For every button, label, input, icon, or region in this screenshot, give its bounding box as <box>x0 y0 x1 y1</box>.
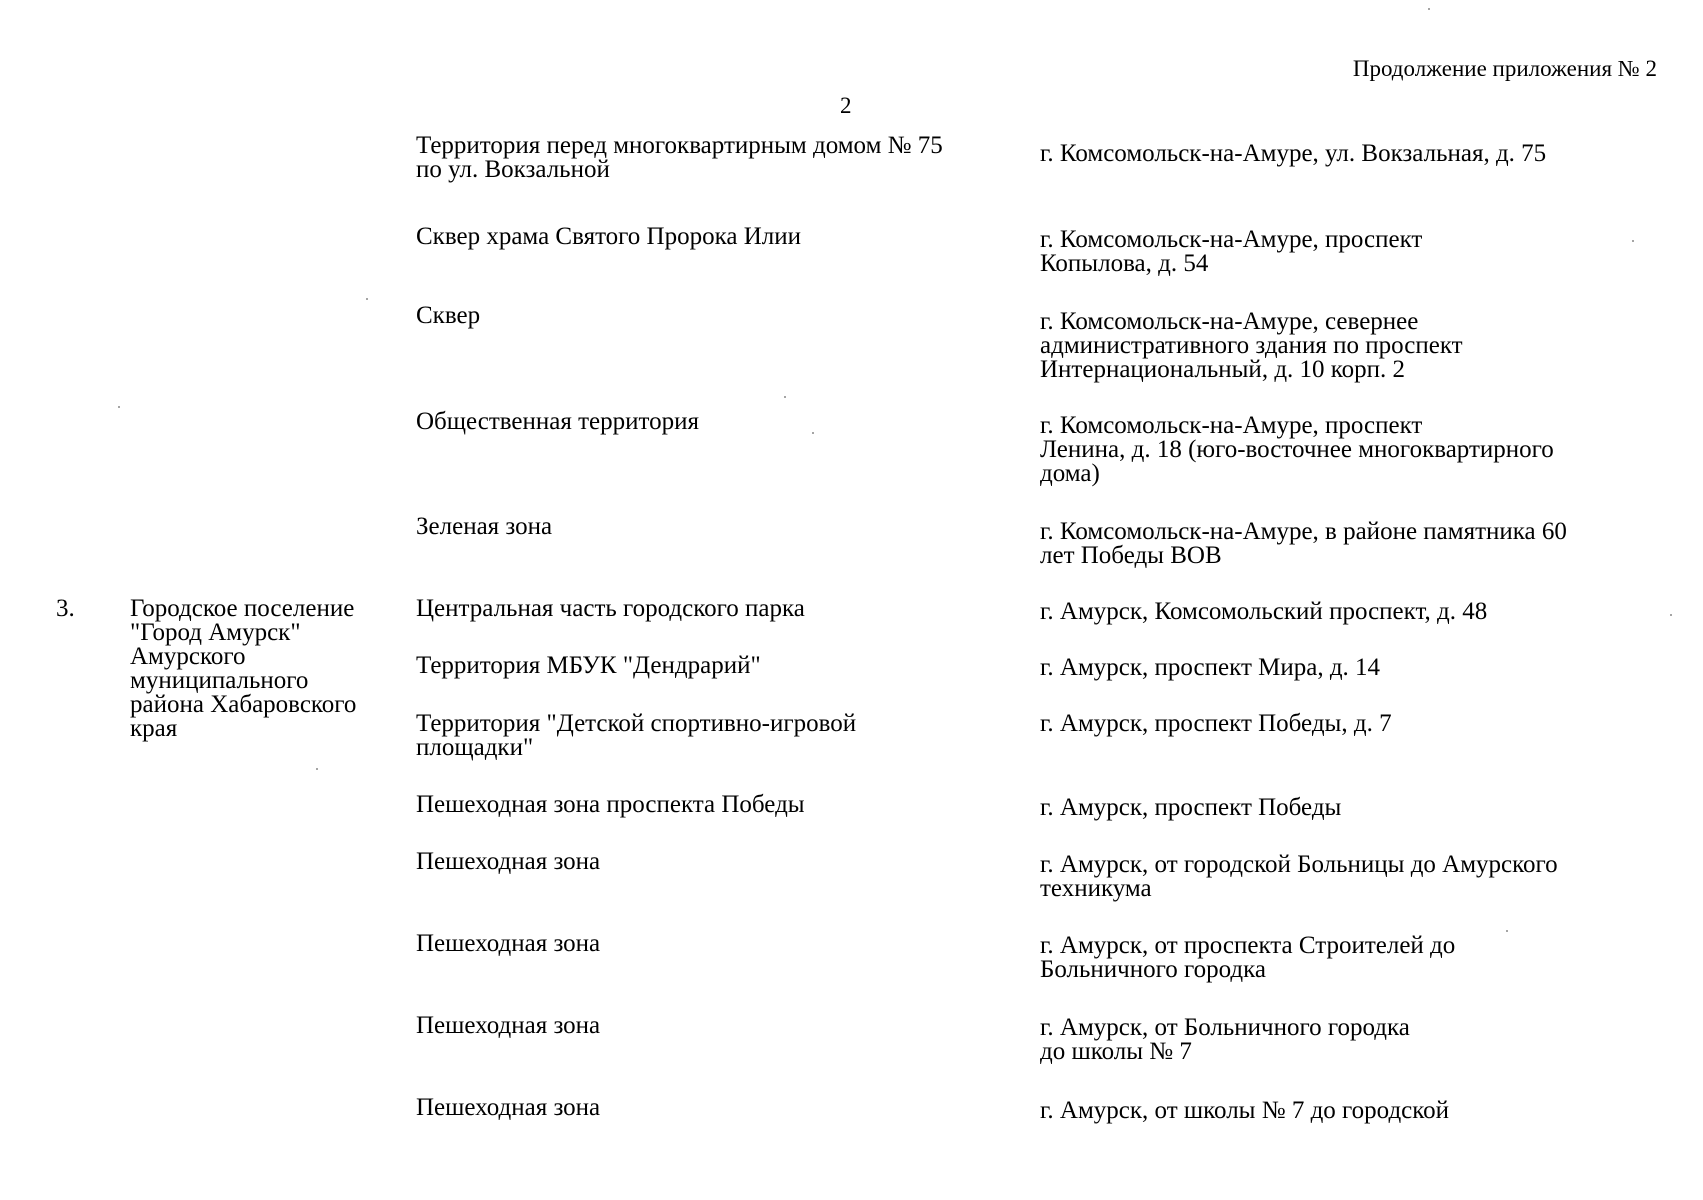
territory-address: г. Амурск, от школы № 7 до городской <box>1040 1097 1450 1124</box>
territory-address: г. Амурск, проспект Мира, д. 14 <box>1040 654 1381 681</box>
continuation-note: Продолжение приложения № 2 <box>1352 56 1657 81</box>
territory-address: г. Комсомольск-на-Амуре, севернее административного здания по проспект Интернациональный, д. 10 корп. 2 <box>1040 308 1463 383</box>
territory-address: г. Комсомольск-на-Амуре, в районе памятника 60 лет Победы ВОВ <box>1040 518 1567 569</box>
page-number: 2 <box>840 93 852 118</box>
territory-name: Территория МБУК "Дендрарий" <box>416 652 761 679</box>
territory-name: Пешеходная зона <box>416 848 601 875</box>
territory-address: г. Комсомольск-на-Амуре, ул. Вокзальная, д. 75 <box>1040 140 1547 167</box>
territory-address: г. Комсомольск-на-Амуре, проспект Ленина, д. 18 (юго-восточнее многоквартирного дома) <box>1040 412 1554 487</box>
territory-name: Сквер <box>416 302 481 329</box>
territory-name: Территория перед многоквартирным домом № 75 по ул. Вокзальной <box>416 132 943 183</box>
territory-name: Пешеходная зона <box>416 1012 601 1039</box>
territory-address: г. Амурск, Комсомольский проспект, д. 48 <box>1040 598 1488 625</box>
scan-speck <box>784 396 786 398</box>
territory-name: Пешеходная зона <box>416 930 601 957</box>
territory-address: г. Амурск, от Больничного городка до школы № 7 <box>1040 1014 1410 1065</box>
territory-name: Территория "Детской спортивно-игровой площадки" <box>416 710 857 761</box>
territory-name: Пешеходная зона <box>416 1094 601 1121</box>
scan-speck <box>1506 930 1508 932</box>
territory-name: Сквер храма Святого Пророка Илии <box>416 223 801 250</box>
scan-speck <box>1428 8 1430 10</box>
scan-speck <box>118 406 120 408</box>
scan-speck <box>366 298 368 300</box>
territory-address: г. Амурск, проспект Победы <box>1040 794 1342 821</box>
territory-address: г. Амурск, от проспекта Строителей до Больничного городка <box>1040 932 1456 983</box>
scan-speck <box>1632 240 1634 242</box>
scan-speck <box>1670 614 1672 616</box>
territory-address: г. Амурск, проспект Победы, д. 7 <box>1040 710 1392 737</box>
municipality-name: Городское поселение "Город Амурск" Амурского муниципального района Хабаровского края <box>130 595 357 742</box>
row-number: 3. <box>56 595 75 622</box>
territory-name: Центральная часть городского парка <box>416 595 805 622</box>
scan-speck <box>812 432 814 434</box>
territory-name: Зеленая зона <box>416 513 553 540</box>
territory-address: г. Амурск, от городской Больницы до Амурского техникума <box>1040 851 1558 902</box>
scan-speck <box>316 768 318 770</box>
territory-name: Пешеходная зона проспекта Победы <box>416 791 805 818</box>
territory-address: г. Комсомольск-на-Амуре, проспект Копылова, д. 54 <box>1040 226 1423 277</box>
territory-name: Общественная территория <box>416 408 699 435</box>
